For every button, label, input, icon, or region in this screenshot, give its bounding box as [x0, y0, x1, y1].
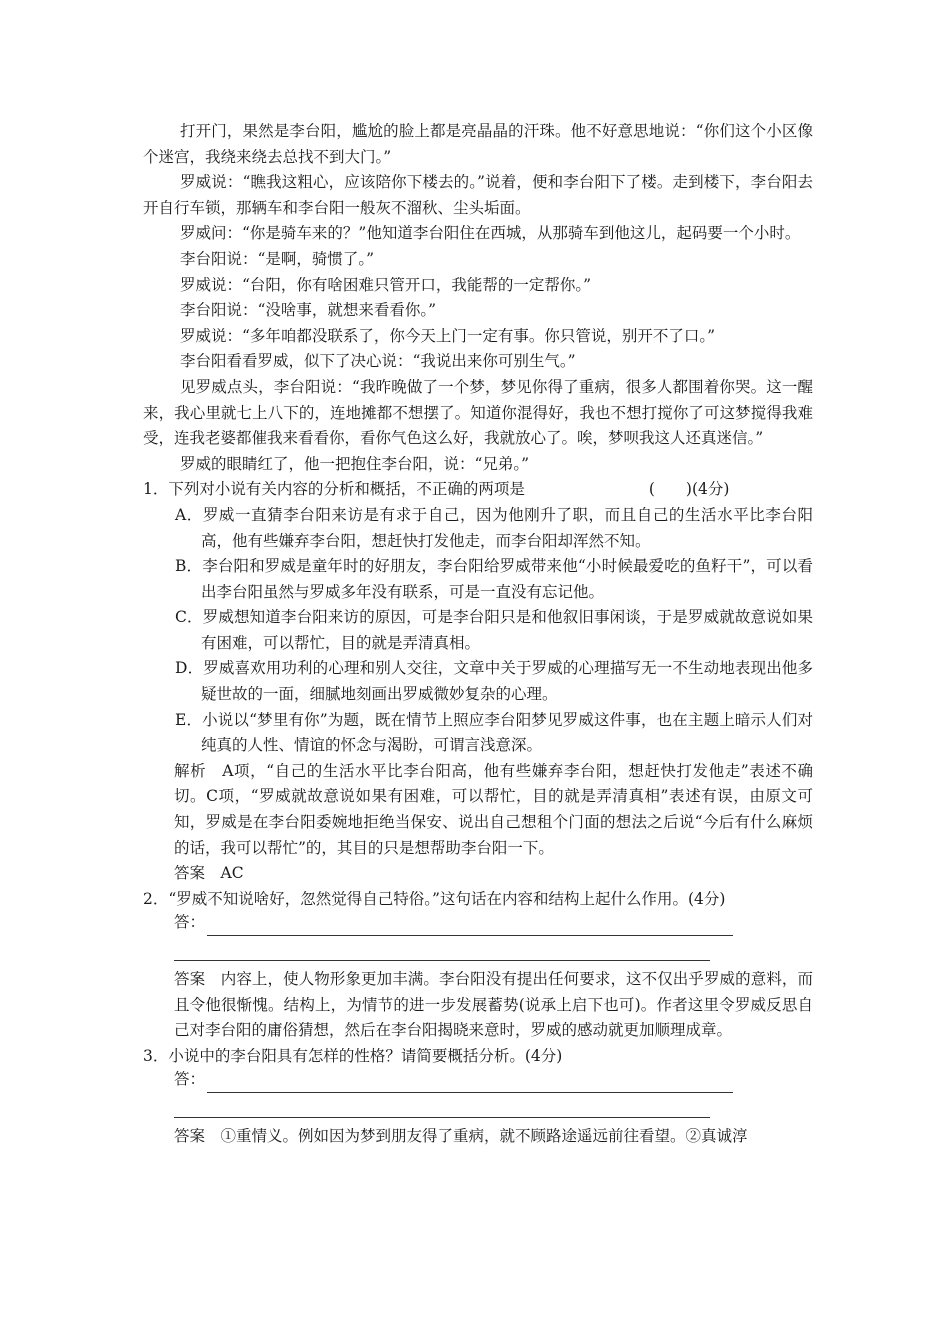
- answer-line[interactable]: [143, 912, 813, 938]
- document-content: [143, 119, 813, 1150]
- answer-text: 答案 内容上，使人物形象更加丰满。李台阳没有提出任何要求，这不仅出乎罗威的意料，而且令他很惭愧。结构上，为情节的进一步发展蓄势(说承上启下也可)。作者这里令罗威反思自己对李台阳的庸俗猜想，然后在李台阳揭晓来意时，罗威的感动就更加顺理成章。: [174, 970, 813, 1040]
- answer-text: 答案 AC: [174, 864, 244, 883]
- answer-label: 答：: [174, 1070, 206, 1089]
- answer-blank[interactable]: [207, 917, 733, 936]
- analysis-text: 解析 A项，“自己的生活水平比李台阳高，他有些嫌弃李台阳，想赶快打发他走”表述不确切。C项，“罗威就故意说如果有困难，可以帮忙，目的就是弄清真相”表述有误，由原文可知，罗威是在李台阳委婉地拒绝当保安、说出自己想租个门面的想法之后说“今后有什么麻烦的话，我可以帮忙”的，其目的只是想帮助李台阳一下。: [174, 761, 813, 857]
- option-a: A．罗威一直猜李台阳来访是有求于自己，因为他刚升了职，而且自己的生活水平比李台阳高，他有些嫌弃李台阳，想赶快打发他走，而李台阳却浑然不知。: [175, 505, 813, 550]
- question-title: 2．“罗威不知说啥好，忽然觉得自己特俗。”这句话在内容和结构上起什么作用。(4分): [143, 889, 726, 908]
- story-paragraph: 罗威问：“你是骑车来的？”他知道李台阳住在西城，从那骑车到他这儿，起码要一个小时。: [180, 224, 801, 243]
- question-title: 3．小说中的李台阳具有怎样的性格？请简要概括分析。(4分): [143, 1046, 563, 1065]
- story-paragraph: 罗威说：“台阳，你有啥困难只管开口，我能帮的一定帮你。”: [180, 275, 592, 294]
- option-e: E．小说以“梦里有你”为题，既在情节上照应李台阳梦见罗威这件事，也在主题上暗示人们对纯真的人性、情谊的怀念与渴盼，可谓言浅意深。: [175, 710, 813, 755]
- story-paragraph: 李台阳说：“是啊，骑惯了。”: [180, 249, 375, 268]
- story-paragraph: 李台阳看看罗威，似下了决心说：“我说出来你可别生气。”: [180, 352, 576, 371]
- story-paragraph: 见罗威点头，李台阳说：“我昨晚做了一个梦，梦见你得了重病，很多人都围着你哭。这一醒来，我心里就七上八下的，连地摊都不想摆了。知道你混得好，我也不想打搅你了可这梦搅得我难受，连我老婆都催我来看看你，看你气色这么好，我就放心了。唉，梦呗我这人还真迷信。”: [143, 377, 813, 448]
- answer-text: 答案 ①重情义。例如因为梦到朋友得了重病，就不顾路途遥远前往看望。②真诚淳: [174, 1126, 748, 1145]
- story-paragraph: 打开门，果然是李台阳，尴尬的脸上都是亮晶晶的汗珠。他不好意思地说：“你们这个小区像个迷宫，我绕来绕去总找不到大门。”: [143, 122, 813, 166]
- question-3: [143, 1044, 813, 1150]
- story-paragraph: 罗威说：“多年咱都没联系了，你今天上门一定有事。你只管说，别开不了口。”: [180, 326, 716, 345]
- story-paragraph: 李台阳说：“没啥事，就想来看看你。”: [180, 301, 437, 320]
- story-paragraph: 罗威的眼睛红了，他一把抱住李台阳，说：“兄弟。”: [180, 454, 530, 473]
- question-title: 1．下列对小说有关内容的分析和概括，不正确的两项是 ( )(4分): [143, 480, 730, 499]
- question-2: [143, 887, 813, 1044]
- option-b: B．李台阳和罗威是童年时的好朋友，李台阳给罗威带来他“小时候最爱吃的鱼籽干”，可以看出李台阳虽然与罗威多年没有联系，可是一直没有忘记他。: [175, 557, 813, 601]
- option-c: C．罗威想知道李台阳来访的原因，可是李台阳只是和他叙旧事闲谈，于是罗威就故意说如果有困难，可以帮忙，目的就是弄清真相。: [175, 608, 813, 652]
- answer-blank[interactable]: [207, 1074, 733, 1093]
- story-excerpt: [143, 119, 813, 477]
- question-1: [143, 477, 813, 887]
- answer-blank[interactable]: [174, 942, 710, 961]
- story-paragraph: 罗威说：“瞧我这粗心，应该陪你下楼去的。”说着，便和李台阳下了楼。走到楼下，李台阳去开自行车锁，那辆车和李台阳一般灰不溜秋、尘头垢面。: [143, 173, 813, 217]
- answer-blank[interactable]: [174, 1099, 710, 1118]
- answer-label: 答：: [174, 913, 206, 932]
- option-d: D．罗威喜欢用功利的心理和别人交往，文章中关于罗威的心理描写无一不生动地表现出他多疑世故的一面，细腻地刻画出罗威微妙复杂的心理。: [175, 659, 813, 704]
- answer-line[interactable]: [143, 1069, 813, 1095]
